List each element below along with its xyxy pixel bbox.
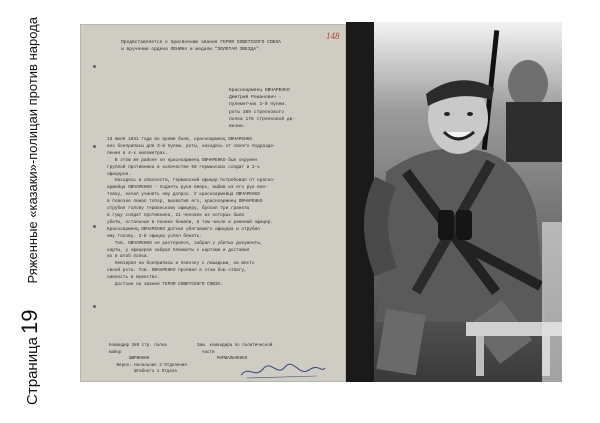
binder-hole xyxy=(93,225,96,228)
document-signatures: Командир 389 стр. полка Зам. командира по политической майор части ШИРИНКИН МАРШАЛЬЧЕНКО Верно: Начальник 3 Отделения Штабного 1 Отдела xyxy=(109,344,273,375)
binder-hole xyxy=(93,145,96,148)
page-number: 19 xyxy=(17,309,42,334)
binder-hole xyxy=(93,65,96,68)
handwritten-signature xyxy=(237,361,327,381)
page-label: Страница xyxy=(24,336,41,405)
side-caption-text xyxy=(17,17,43,405)
photo-illustration xyxy=(346,22,562,382)
document-number: 148 xyxy=(326,31,340,41)
document-body: 13 июля 1941 года во время боев, красноармеец ОВЧАРЕНКО вез боеприпасы для 3-й пулем. роты, находясь от своего подразде- ления в 4-х километрах. В этом же районе он красноармеец ОВЧАРЕНКО был окружен группой противника в количестве 50 германских солдат и 2-х офицеров. Находясь в опасности, германский офицер потребовал от красно- армейца ОВЧАРЕНКО - поднять руки вверх, выбив из его рук вин- товку, начал учинять ему допрос. У красноармейца ОВЧАРЕНКО в повозке лежал топор, выхватив его, красноармеец ОВЧАРЕНКО отрубил голову германскому офицеру, бросил три гранаты в гущу солдат противника, 21 человек из которых были убиты, остальные в панике бежали, в том числе и раненый офицер. Красноармеец ОВЧАРЕНКО догнал убегавшего офицера и отрубил ему голову. 3-й офицер успел бежать. Тов. ОВЧАРЕНКО не растерялся, забрал у убитых документы, карты, у офицеров забрал планшеты с картами и доставил их в штаб полка. Невзирая на боеприпасы и повозку с лошадьми, на место своей роты. Тов. ОВЧАРЕНКО проявил в этом бою отвагу, смелость и мужество. Достоин на звание ГЕРОЯ СОВЕТСКОГО СОЮЗА. xyxy=(107,137,276,288)
soldier-photograph xyxy=(346,22,562,382)
document-person: Красноармеец ОВЧАРЕНКО Дмитрий Романович - пулеметчик 3-й пулем. роты 389 стрелкового полка 176 стрелковой ди- визии. xyxy=(229,88,296,130)
document-header: Предвставляется к присвоению звания ГЕРОЯ СОВЕТСКОГО СОЮЗА и вручению ордена ЛЕНИНА и медали "ЗОЛОТАЯ ЗВЕЗДА". xyxy=(121,40,281,53)
archive-document xyxy=(80,24,346,382)
side-caption xyxy=(0,0,60,423)
chapter-title: Ряженные «казаки»-полицаи против народа xyxy=(25,17,40,284)
binder-hole xyxy=(93,305,96,308)
